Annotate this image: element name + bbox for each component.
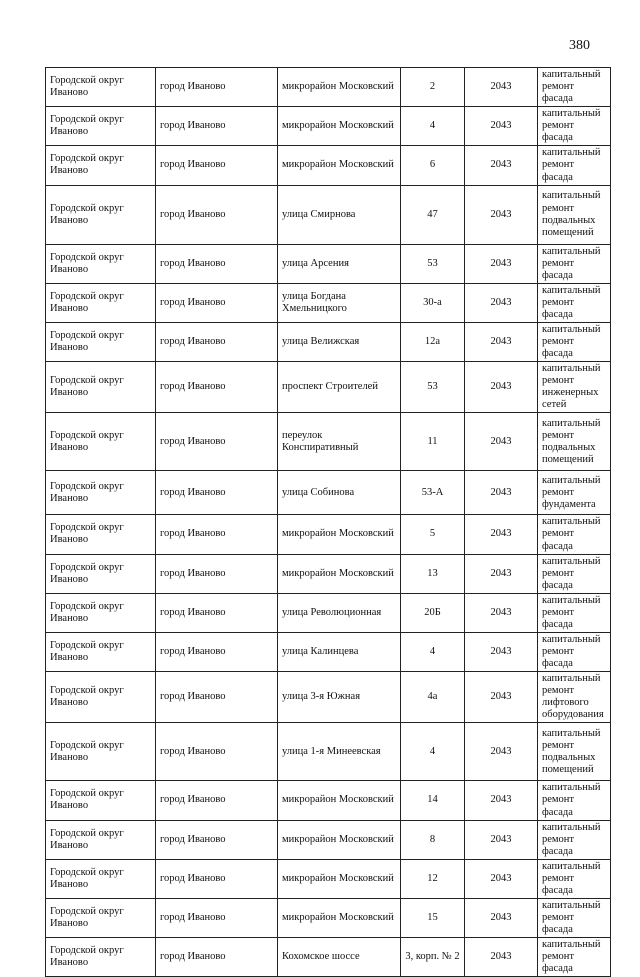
year-cell: 2043	[465, 632, 538, 671]
municipal-district-cell: Городской округ Иваново	[46, 322, 156, 361]
table-row	[46, 859, 611, 898]
year-cell: 2043	[465, 68, 538, 107]
house-number-cell: 20Б	[401, 593, 465, 632]
house-number-cell: 3, корп. № 2	[401, 938, 465, 977]
settlement-cell: город Иваново	[156, 107, 278, 146]
year-cell: 2043	[465, 362, 538, 413]
street-cell: Кохомское шоссе	[278, 938, 401, 977]
year-cell: 2043	[465, 515, 538, 554]
year-cell: 2043	[465, 322, 538, 361]
year-cell: 2043	[465, 820, 538, 859]
settlement-cell: город Иваново	[156, 593, 278, 632]
year-cell: 2043	[465, 898, 538, 937]
house-number-cell: 53	[401, 244, 465, 283]
municipal-district-cell: Городской округ Иваново	[46, 68, 156, 107]
settlement-cell: город Иваново	[156, 723, 278, 781]
house-number-cell: 4	[401, 107, 465, 146]
year-cell: 2043	[465, 185, 538, 244]
house-number-cell: 13	[401, 554, 465, 593]
house-number-cell: 53	[401, 362, 465, 413]
house-number-cell: 6	[401, 146, 465, 185]
work-type-cell: капитальный ремонт фасада	[538, 781, 611, 820]
work-type-cell: капитальный ремонт подвальных помещений	[538, 723, 611, 781]
street-cell: улица Богдана Хмельницкого	[278, 283, 401, 322]
municipal-district-cell: Городской округ Иваново	[46, 362, 156, 413]
year-cell: 2043	[465, 244, 538, 283]
table-row	[46, 593, 611, 632]
table-row	[46, 413, 611, 471]
year-cell: 2043	[465, 471, 538, 515]
year-cell: 2043	[465, 723, 538, 781]
street-cell: микрорайон Московский	[278, 146, 401, 185]
work-type-cell: капитальный ремонт фасада	[538, 244, 611, 283]
municipal-district-cell: Городской округ Иваново	[46, 859, 156, 898]
settlement-cell: город Иваново	[156, 413, 278, 471]
municipal-district-cell: Городской округ Иваново	[46, 898, 156, 937]
settlement-cell: город Иваново	[156, 554, 278, 593]
house-number-cell: 4	[401, 723, 465, 781]
table-row	[46, 283, 611, 322]
table-row	[46, 471, 611, 515]
year-cell: 2043	[465, 554, 538, 593]
street-cell: проспект Строителей	[278, 362, 401, 413]
street-cell: улица Калинцева	[278, 632, 401, 671]
settlement-cell: город Иваново	[156, 938, 278, 977]
table-row	[46, 68, 611, 107]
year-cell: 2043	[465, 107, 538, 146]
table-row	[46, 362, 611, 413]
settlement-cell: город Иваново	[156, 898, 278, 937]
repair-schedule-table	[45, 67, 611, 977]
house-number-cell: 4а	[401, 672, 465, 723]
municipal-district-cell: Городской округ Иваново	[46, 593, 156, 632]
street-cell: улица Революционная	[278, 593, 401, 632]
table-row	[46, 554, 611, 593]
table-row	[46, 723, 611, 781]
municipal-district-cell: Городской округ Иваново	[46, 413, 156, 471]
table-body	[46, 68, 611, 977]
municipal-district-cell: Городской округ Иваново	[46, 283, 156, 322]
table-row	[46, 632, 611, 671]
settlement-cell: город Иваново	[156, 68, 278, 107]
settlement-cell: город Иваново	[156, 781, 278, 820]
street-cell: микрорайон Московский	[278, 554, 401, 593]
municipal-district-cell: Городской округ Иваново	[46, 672, 156, 723]
municipal-district-cell: Городской округ Иваново	[46, 185, 156, 244]
settlement-cell: город Иваново	[156, 632, 278, 671]
work-type-cell: капитальный ремонт фундамента	[538, 471, 611, 515]
work-type-cell: капитальный ремонт подвальных помещений	[538, 185, 611, 244]
settlement-cell: город Иваново	[156, 244, 278, 283]
table-row	[46, 322, 611, 361]
table-row	[46, 898, 611, 937]
year-cell: 2043	[465, 938, 538, 977]
table-row	[46, 672, 611, 723]
year-cell: 2043	[465, 859, 538, 898]
settlement-cell: город Иваново	[156, 185, 278, 244]
work-type-cell: капитальный ремонт фасада	[538, 820, 611, 859]
municipal-district-cell: Городской округ Иваново	[46, 781, 156, 820]
municipal-district-cell: Городской округ Иваново	[46, 554, 156, 593]
work-type-cell: капитальный ремонт фасада	[538, 322, 611, 361]
street-cell: микрорайон Московский	[278, 859, 401, 898]
settlement-cell: город Иваново	[156, 283, 278, 322]
settlement-cell: город Иваново	[156, 820, 278, 859]
street-cell: улица 3-я Южная	[278, 672, 401, 723]
work-type-cell: капитальный ремонт инженерных сетей	[538, 362, 611, 413]
house-number-cell: 5	[401, 515, 465, 554]
table-row	[46, 107, 611, 146]
house-number-cell: 2	[401, 68, 465, 107]
year-cell: 2043	[465, 413, 538, 471]
work-type-cell: капитальный ремонт фасада	[538, 68, 611, 107]
year-cell: 2043	[465, 781, 538, 820]
settlement-cell: город Иваново	[156, 471, 278, 515]
street-cell: улица Смирнова	[278, 185, 401, 244]
work-type-cell: капитальный ремонт лифтового оборудования	[538, 672, 611, 723]
work-type-cell: капитальный ремонт фасада	[538, 146, 611, 185]
settlement-cell: город Иваново	[156, 859, 278, 898]
municipal-district-cell: Городской округ Иваново	[46, 244, 156, 283]
house-number-cell: 14	[401, 781, 465, 820]
year-cell: 2043	[465, 672, 538, 723]
street-cell: микрорайон Московский	[278, 898, 401, 937]
settlement-cell: город Иваново	[156, 146, 278, 185]
work-type-cell: капитальный ремонт подвальных помещений	[538, 413, 611, 471]
house-number-cell: 11	[401, 413, 465, 471]
municipal-district-cell: Городской округ Иваново	[46, 820, 156, 859]
house-number-cell: 15	[401, 898, 465, 937]
work-type-cell: капитальный ремонт фасада	[538, 554, 611, 593]
street-cell: улица 1-я Минеевская	[278, 723, 401, 781]
work-type-cell: капитальный ремонт фасада	[538, 632, 611, 671]
work-type-cell: капитальный ремонт фасада	[538, 898, 611, 937]
work-type-cell: капитальный ремонт фасада	[538, 859, 611, 898]
street-cell: микрорайон Московский	[278, 107, 401, 146]
street-cell: микрорайон Московский	[278, 820, 401, 859]
work-type-cell: капитальный ремонт фасада	[538, 283, 611, 322]
house-number-cell: 4	[401, 632, 465, 671]
table-row	[46, 146, 611, 185]
settlement-cell: город Иваново	[156, 322, 278, 361]
municipal-district-cell: Городской округ Иваново	[46, 938, 156, 977]
settlement-cell: город Иваново	[156, 672, 278, 723]
settlement-cell: город Иваново	[156, 515, 278, 554]
year-cell: 2043	[465, 283, 538, 322]
work-type-cell: капитальный ремонт фасада	[538, 938, 611, 977]
work-type-cell: капитальный ремонт фасада	[538, 107, 611, 146]
settlement-cell: город Иваново	[156, 362, 278, 413]
work-type-cell: капитальный ремонт фасада	[538, 515, 611, 554]
municipal-district-cell: Городской округ Иваново	[46, 723, 156, 781]
table-row	[46, 938, 611, 977]
street-cell: переулок Конспиративный	[278, 413, 401, 471]
municipal-district-cell: Городской округ Иваново	[46, 107, 156, 146]
municipal-district-cell: Городской округ Иваново	[46, 515, 156, 554]
table-row	[46, 515, 611, 554]
table-row	[46, 244, 611, 283]
table-row	[46, 781, 611, 820]
table-row	[46, 185, 611, 244]
table-row	[46, 820, 611, 859]
street-cell: микрорайон Московский	[278, 515, 401, 554]
year-cell: 2043	[465, 146, 538, 185]
page-number: 380	[569, 38, 590, 53]
street-cell: улица Арсения	[278, 244, 401, 283]
year-cell: 2043	[465, 593, 538, 632]
house-number-cell: 30-а	[401, 283, 465, 322]
house-number-cell: 47	[401, 185, 465, 244]
street-cell: микрорайон Московский	[278, 781, 401, 820]
house-number-cell: 53-А	[401, 471, 465, 515]
street-cell: улица Велижская	[278, 322, 401, 361]
street-cell: улица Собинова	[278, 471, 401, 515]
house-number-cell: 8	[401, 820, 465, 859]
municipal-district-cell: Городской округ Иваново	[46, 632, 156, 671]
municipal-district-cell: Городской округ Иваново	[46, 471, 156, 515]
municipal-district-cell: Городской округ Иваново	[46, 146, 156, 185]
house-number-cell: 12а	[401, 322, 465, 361]
street-cell: микрорайон Московский	[278, 68, 401, 107]
work-type-cell: капитальный ремонт фасада	[538, 593, 611, 632]
house-number-cell: 12	[401, 859, 465, 898]
